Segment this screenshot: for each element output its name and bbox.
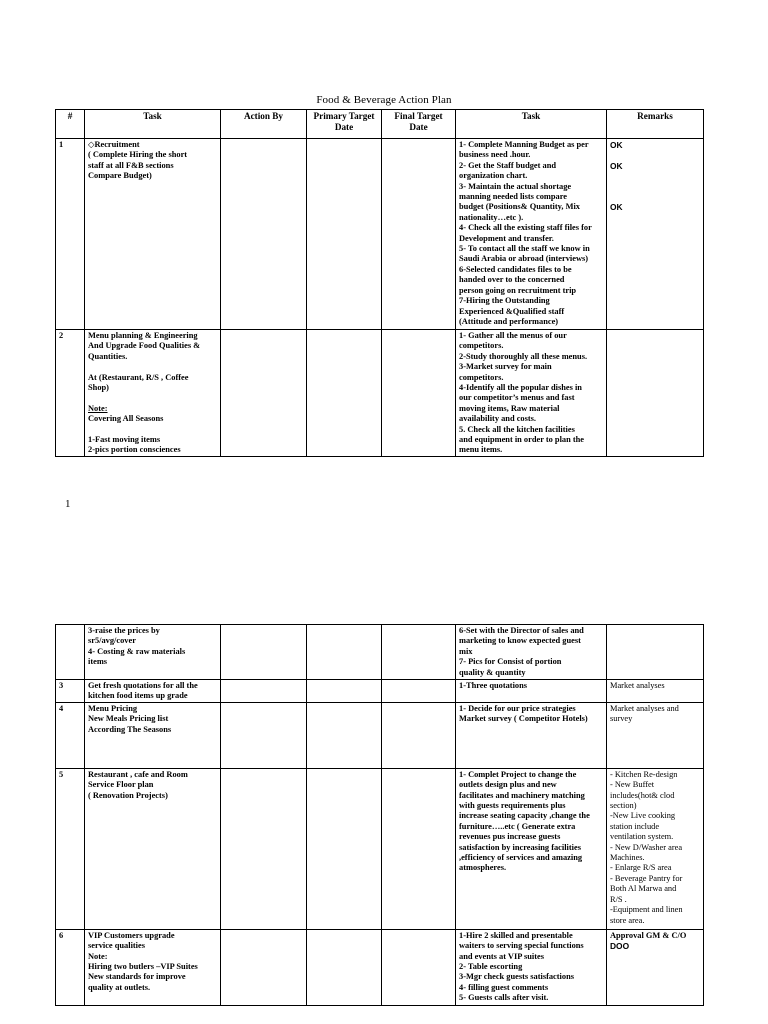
row-action-by: [221, 330, 307, 457]
row-number: 6: [56, 929, 85, 1005]
row-subtasks: 1- Gather all the menus of our competitors. 2-Study thoroughly all these menus. 3-Market survey for main competitors. 4-Identify all the popular dishes in our competitor’s menus and fast moving items, Raw material availability and costs. 5. Check all the kitchen facilities and equipment in order to plan the menu items.: [456, 330, 607, 457]
table-row: [56, 680, 704, 703]
row-remarks: Market analyses: [607, 680, 704, 703]
row-primary-date: [307, 929, 382, 1005]
row-action-by: [221, 625, 307, 680]
row-final-date: [382, 929, 456, 1005]
table-row: [56, 139, 704, 330]
row-task: Menu planning & Engineering And Upgrade Food Qualities & Quantities. At (Restaurant, R/S , Coffee Shop) Note: Covering All Seasons 1-Fast moving items 2-pics portion consciences: [85, 330, 221, 457]
action-plan-table-page-2: [55, 624, 704, 1006]
header-subtask: Task: [456, 110, 607, 139]
header-number: #: [56, 110, 85, 139]
row-primary-date: [307, 680, 382, 703]
row-subtasks: 1- Complete Manning Budget as per business need .hour. 2- Get the Staff budget and organization chart. 3- Maintain the actual shortage manning needed lists compare budget (Positions& Quantity, Mix nationality…etc ). 4- Check all the existing staff files for Development and transfer. 5- To contact all the staff we know in Saudi Arabia or abroad (interviews) 6-Selected candidates files to be handed over to the concerned person going on recruitment trip 7-Hiring the Outstanding Experienced &Qualified staff (Attitude and performance): [456, 139, 607, 330]
row-subtasks: 6-Set with the Director of sales and marketing to know expected guest mix 7- Pics for Consist of portion quality & quantity: [456, 625, 607, 680]
row-remarks: - Kitchen Re-design - New Buffet includes(hot& clod section) -New Live cooking station include ventilation system. - New D/Washer area Machines. - Enlarge R/S area - Beverage Pantry for Both Al Marwa and R/S . -Equipment and linen store area.: [607, 768, 704, 929]
header-final-target-date: Final Target Date: [382, 110, 456, 139]
row-remarks: [607, 625, 704, 680]
row-subtasks: 1- Complet Project to change the outlets design plus and new facilitates and machinery matching with guests requirements plus increase seating capacity ,change the furniture…..etc ( Generate extra revenues pus increase guests satisfaction by increasing facilities ,efficiency of services and amazing atmospheres.: [456, 768, 607, 929]
row-task: Menu Pricing New Meals Pricing list According The Seasons: [85, 702, 221, 768]
table-header-row: [56, 110, 704, 139]
row-final-date: [382, 680, 456, 703]
row-remarks: Approval GM & C/O DOO: [607, 929, 704, 1005]
action-plan-table-page-1: [55, 109, 704, 457]
row-subtasks: 1-Three quotations: [456, 680, 607, 703]
row-remarks: Market analyses and survey: [607, 702, 704, 768]
row-action-by: [221, 702, 307, 768]
row-final-date: [382, 625, 456, 680]
row-task: VIP Customers upgrade service qualities Note: Hiring two butlers –VIP Suites New standards for improve quality at outlets.: [85, 929, 221, 1005]
row-remarks: OK OK OK: [607, 139, 704, 330]
row-primary-date: [307, 768, 382, 929]
row-number: 4: [56, 702, 85, 768]
table-row: [56, 702, 704, 768]
row-task: ◇Recruitment ( Complete Hiring the short staff at all F&B sections Compare Budget): [85, 139, 221, 330]
row-final-date: [382, 702, 456, 768]
row-primary-date: [307, 702, 382, 768]
table-row: [56, 768, 704, 929]
row-remarks: [607, 330, 704, 457]
row-number: 1: [56, 139, 85, 330]
row-number: 2: [56, 330, 85, 457]
row-task: 3-raise the prices by sr5/avg/cover 4- Costing & raw materials items: [85, 625, 221, 680]
row-action-by: [221, 139, 307, 330]
table-row: [56, 330, 704, 457]
row-task: Get fresh quotations for all the kitchen food items up grade: [85, 680, 221, 703]
row-number: 3: [56, 680, 85, 703]
row-subtasks: 1- Decide for our price strategies Market survey ( Competitor Hotels): [456, 702, 607, 768]
row-action-by: [221, 768, 307, 929]
row-primary-date: [307, 625, 382, 680]
table-row: [56, 625, 704, 680]
row-number: 5: [56, 768, 85, 929]
row-final-date: [382, 768, 456, 929]
row-final-date: [382, 330, 456, 457]
row-final-date: [382, 139, 456, 330]
page-title: Food & Beverage Action Plan: [316, 94, 452, 106]
page-number: 1: [65, 498, 71, 510]
row-action-by: [221, 680, 307, 703]
row-subtasks: 1-Hire 2 skilled and presentable waiters to serving special functions and events at VIP suites 2- Table escorting 3-Mgr check guests satisfactions 4- filling guest comments 5- Guests calls after visit.: [456, 929, 607, 1005]
header-action-by: Action By: [221, 110, 307, 139]
row-action-by: [221, 929, 307, 1005]
header-remarks: Remarks: [607, 110, 704, 139]
header-primary-target-date: Primary Target Date: [307, 110, 382, 139]
header-task: Task: [85, 110, 221, 139]
row-primary-date: [307, 139, 382, 330]
table-row: [56, 929, 704, 1005]
row-number: [56, 625, 85, 680]
row-primary-date: [307, 330, 382, 457]
row-task: Restaurant , cafe and Room Service Floor plan ( Renovation Projects): [85, 768, 221, 929]
